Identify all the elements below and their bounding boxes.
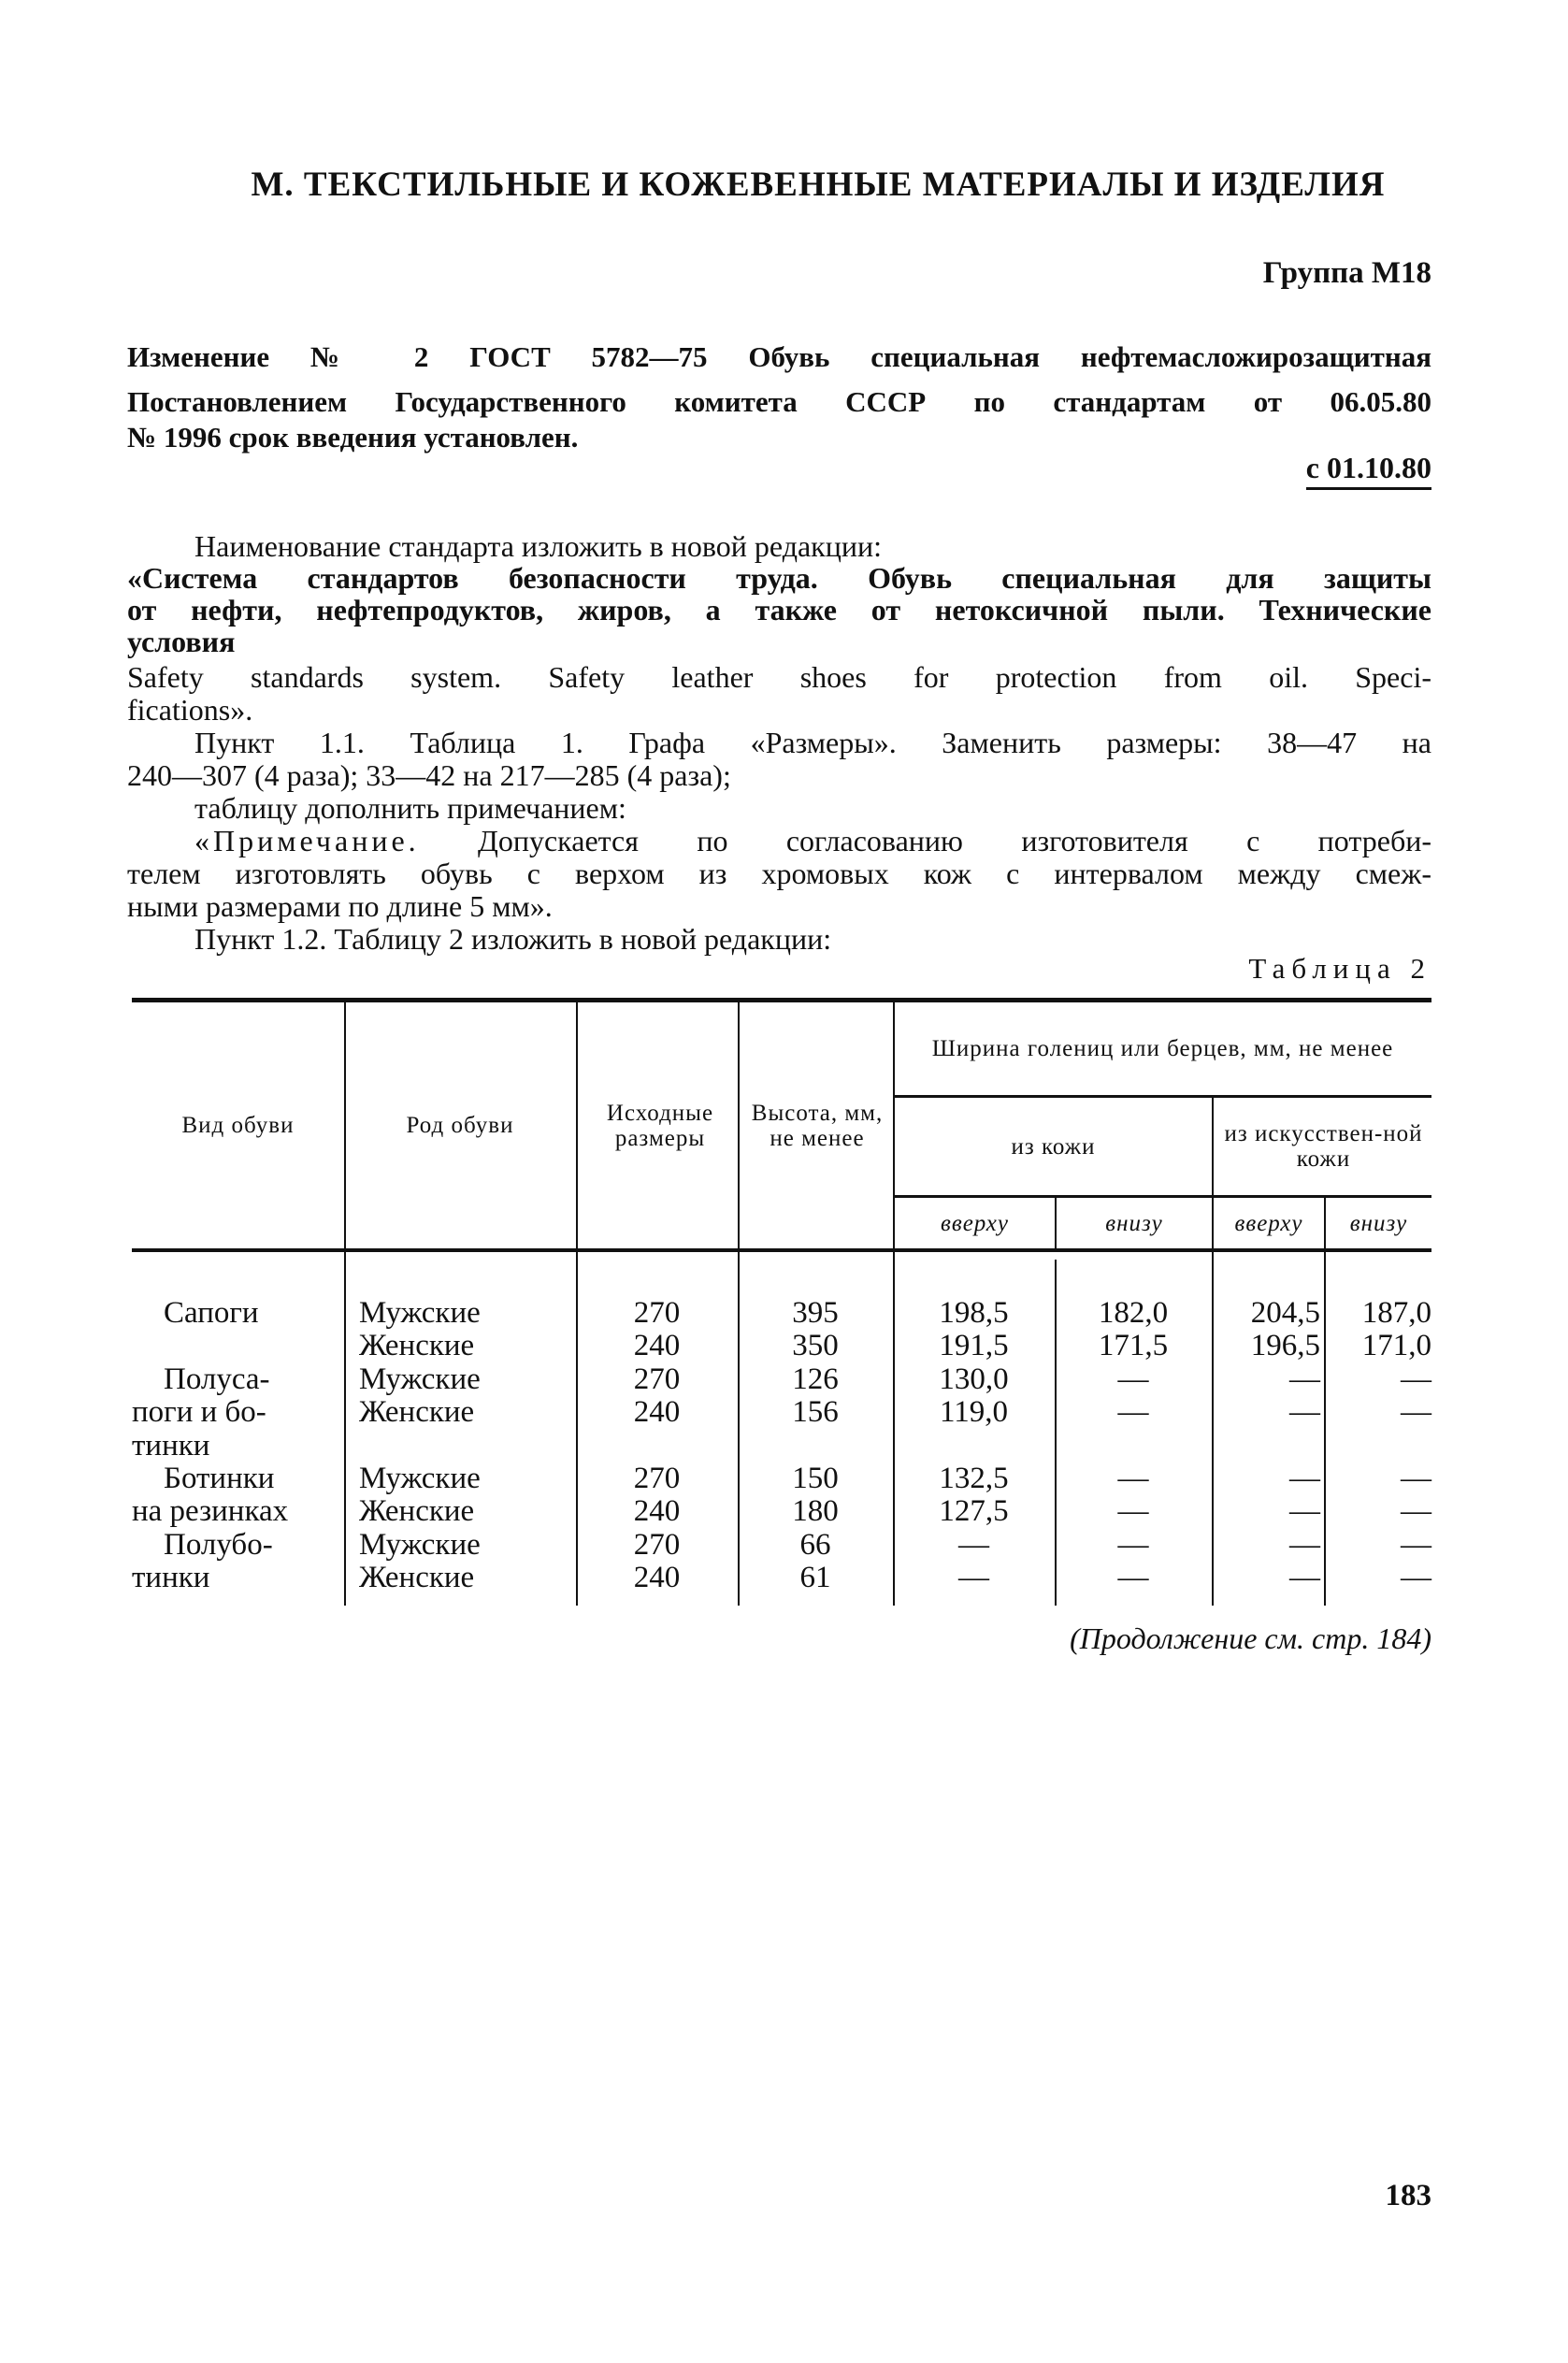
base-size-cell: 270 xyxy=(633,1462,681,1496)
gender-column xyxy=(344,1462,576,1529)
leather-bottom-cell: — xyxy=(1117,1527,1149,1562)
leather-top-cell: 132,5 xyxy=(939,1462,1009,1496)
height-cell: 126 xyxy=(792,1362,839,1396)
artificial-top-column xyxy=(1212,1462,1324,1529)
note-text: Допускается по согласованию изготовителя с потреби- xyxy=(419,824,1431,857)
base-size-cell: 240 xyxy=(633,1329,681,1363)
shoe-type-line: Полубо- xyxy=(164,1527,273,1562)
gender-cell: Женские xyxy=(359,1561,475,1595)
leather-top-cell: 127,5 xyxy=(939,1494,1009,1529)
body-line: fications». xyxy=(127,693,253,727)
leather-bottom-cell: — xyxy=(1117,1362,1149,1396)
header-leather: из кожи xyxy=(1011,1133,1096,1160)
artificial-bottom-column xyxy=(1324,1363,1431,1462)
shoe-type-cell xyxy=(132,1363,344,1462)
artificial-top-cell: — xyxy=(1289,1494,1320,1529)
artificial-top-column xyxy=(1212,1529,1324,1595)
leather-top-column xyxy=(893,1462,1055,1529)
artificial-bottom-cell: — xyxy=(1401,1561,1431,1595)
artificial-bottom-cell: 171,0 xyxy=(1361,1329,1431,1363)
height-cell: 66 xyxy=(799,1527,831,1562)
base-size-column xyxy=(576,1297,738,1363)
body-line: условия xyxy=(127,625,236,658)
page-number: 183 xyxy=(1385,2179,1431,2212)
height-column xyxy=(738,1297,893,1363)
artificial-top-cell: 196,5 xyxy=(1250,1329,1320,1363)
header-width: Ширина голениц или берцев, мм, не менее xyxy=(931,1036,1394,1061)
shoe-type-line: Сапоги xyxy=(164,1296,259,1330)
artificial-bottom-cell: — xyxy=(1401,1362,1431,1396)
table-row-group xyxy=(132,1363,1431,1462)
amendment-resolution: Постановлением Государственного комитета СССР по стандартам от 06.05.80 xyxy=(127,385,1431,418)
effective-date: с 01.10.80 xyxy=(1306,451,1431,490)
artificial-bottom-column xyxy=(1324,1462,1431,1529)
shoe-type-line: Полуса- xyxy=(164,1362,270,1396)
gender-column xyxy=(344,1363,576,1462)
amendment-title: Изменение № 2 ГОСТ 5782—75 Обувь специальная нефтемасложирозащитная xyxy=(127,340,1431,373)
leather-bottom-cell: — xyxy=(1117,1561,1149,1595)
leather-bottom-column xyxy=(1055,1529,1212,1595)
gender-column xyxy=(344,1529,576,1595)
base-size-column xyxy=(576,1462,738,1529)
header-artificial: из искусствен-ной кожи xyxy=(1224,1121,1423,1172)
header-vid: Вид обуви xyxy=(181,1113,295,1138)
shoe-table xyxy=(132,998,1431,1606)
height-column xyxy=(738,1462,893,1529)
gender-column xyxy=(344,1297,576,1363)
body-line: Пункт 1.2. Таблицу 2 изложить в новой редакции: xyxy=(194,922,832,956)
body-line: Safety standards system. Safety leather shoes for protection from oil. Speci- xyxy=(127,660,1431,694)
artificial-top-cell: — xyxy=(1289,1527,1320,1562)
height-cell: 156 xyxy=(792,1395,839,1430)
table-row-group xyxy=(132,1297,1431,1363)
continuation-note: (Продолжение см. стр. 184) xyxy=(1070,1621,1431,1655)
section-title: М. ТЕКСТИЛЬНЫЕ И КОЖЕВЕННЫЕ МАТЕРИАЛЫ И ИЗДЕЛИЯ xyxy=(251,166,1386,204)
gender-cell: Женские xyxy=(359,1494,475,1529)
amendment-resolution-cont: № 1996 срок введения установлен. xyxy=(127,421,579,454)
base-size-column xyxy=(576,1363,738,1462)
height-cell: 395 xyxy=(792,1296,839,1330)
header-bottom-artificial: внизу xyxy=(1349,1210,1408,1236)
base-size-cell: 240 xyxy=(633,1494,681,1529)
shoe-type-line: тинки xyxy=(132,1428,210,1462)
body-line xyxy=(127,824,1431,857)
artificial-top-column xyxy=(1212,1297,1324,1363)
leather-top-column xyxy=(893,1529,1055,1595)
artificial-bottom-cell: — xyxy=(1401,1462,1431,1496)
artificial-top-cell: — xyxy=(1289,1395,1320,1430)
leather-bottom-cell: — xyxy=(1117,1494,1149,1529)
header-top-artificial: вверху xyxy=(1234,1210,1303,1236)
artificial-top-cell: — xyxy=(1289,1561,1320,1595)
leather-bottom-column xyxy=(1055,1297,1212,1363)
artificial-top-column xyxy=(1212,1363,1324,1462)
body-line: телем изготовлять обувь с верхом из хромовых кож с интервалом между смеж- xyxy=(127,857,1431,890)
base-size-column xyxy=(576,1529,738,1595)
table-caption: Таблица 2 xyxy=(1248,952,1431,985)
header-bottom: внизу xyxy=(1105,1210,1163,1236)
height-cell: 180 xyxy=(792,1494,839,1529)
header-height: Высота, мм, не менее xyxy=(751,1100,884,1151)
header-sizes: Исходные размеры xyxy=(606,1100,714,1151)
gender-cell: Женские xyxy=(359,1329,475,1363)
note-label: «Примечание. xyxy=(194,824,420,857)
shoe-type-line: на резинках xyxy=(132,1494,289,1529)
leather-top-cell: 130,0 xyxy=(939,1362,1009,1396)
table-row-group xyxy=(132,1529,1431,1595)
leather-top-cell: 198,5 xyxy=(939,1296,1009,1330)
body-line: от нефти, нефтепродуктов, жиров, а также от нетоксичной пыли. Технические xyxy=(127,593,1431,627)
body-line: ными размерами по длине 5 мм». xyxy=(127,889,553,923)
shoe-type-line: поги и бо- xyxy=(132,1395,266,1430)
artificial-top-cell: — xyxy=(1289,1362,1320,1396)
gender-cell: Женские xyxy=(359,1395,475,1430)
leather-bottom-cell: 182,0 xyxy=(1098,1296,1169,1330)
body-line: 240—307 (4 раза); 33—42 на 217—285 (4 раза); xyxy=(127,758,731,792)
artificial-top-cell: 204,5 xyxy=(1250,1296,1320,1330)
artificial-top-cell: — xyxy=(1289,1462,1320,1496)
shoe-type-cell xyxy=(132,1297,344,1363)
artificial-bottom-column xyxy=(1324,1529,1431,1595)
shoe-type-cell xyxy=(132,1529,344,1595)
base-size-cell: 270 xyxy=(633,1362,681,1396)
leather-bottom-column xyxy=(1055,1462,1212,1529)
leather-bottom-cell: — xyxy=(1117,1462,1149,1496)
header-bottom-rule xyxy=(132,1248,1431,1252)
leather-top-cell: 119,0 xyxy=(939,1395,1009,1430)
base-size-cell: 240 xyxy=(633,1395,681,1430)
leather-top-cell: 191,5 xyxy=(939,1329,1009,1363)
table-row-group xyxy=(132,1462,1431,1529)
height-cell: 350 xyxy=(792,1329,839,1363)
body-line: Пункт 1.1. Таблица 1. Графа «Размеры». Заменить размеры: 38—47 на xyxy=(194,726,1431,759)
artificial-bottom-cell: 187,0 xyxy=(1361,1296,1431,1330)
leather-bottom-column xyxy=(1055,1363,1212,1462)
body-line: таблицу дополнить примечанием: xyxy=(194,791,626,825)
gender-cell: Мужские xyxy=(359,1362,481,1396)
artificial-bottom-cell: — xyxy=(1401,1395,1431,1430)
height-column xyxy=(738,1363,893,1462)
gender-cell: Мужские xyxy=(359,1462,481,1496)
body-line: «Система стандартов безопасности труда. Обувь специальная для защиты xyxy=(127,561,1431,595)
body-line: Наименование стандарта изложить в новой редакции: xyxy=(194,529,882,563)
gender-cell: Мужские xyxy=(359,1296,481,1330)
shoe-type-line: Ботинки xyxy=(164,1462,275,1496)
leather-top-cell: — xyxy=(958,1527,989,1562)
shoe-type-line: тинки xyxy=(132,1561,210,1595)
leather-top-column xyxy=(893,1297,1055,1363)
artificial-bottom-column xyxy=(1324,1297,1431,1363)
group-code: Группа М18 xyxy=(1262,256,1431,290)
leather-bottom-cell: — xyxy=(1117,1395,1149,1430)
height-cell: 61 xyxy=(799,1561,831,1595)
height-cell: 150 xyxy=(792,1462,839,1496)
artificial-bottom-cell: — xyxy=(1401,1494,1431,1529)
artificial-bottom-cell: — xyxy=(1401,1527,1431,1562)
height-column xyxy=(738,1529,893,1595)
base-size-cell: 240 xyxy=(633,1561,681,1595)
shoe-type-cell xyxy=(132,1462,344,1529)
base-size-cell: 270 xyxy=(633,1296,681,1330)
leather-top-column xyxy=(893,1363,1055,1462)
leather-bottom-cell: 171,5 xyxy=(1098,1329,1169,1363)
leather-top-cell: — xyxy=(958,1561,989,1595)
table-body xyxy=(132,1297,1431,1595)
gender-cell: Мужские xyxy=(359,1527,481,1562)
header-top: вверху xyxy=(941,1210,1009,1236)
base-size-cell: 270 xyxy=(633,1527,681,1562)
header-rod: Род обуви xyxy=(406,1113,514,1138)
